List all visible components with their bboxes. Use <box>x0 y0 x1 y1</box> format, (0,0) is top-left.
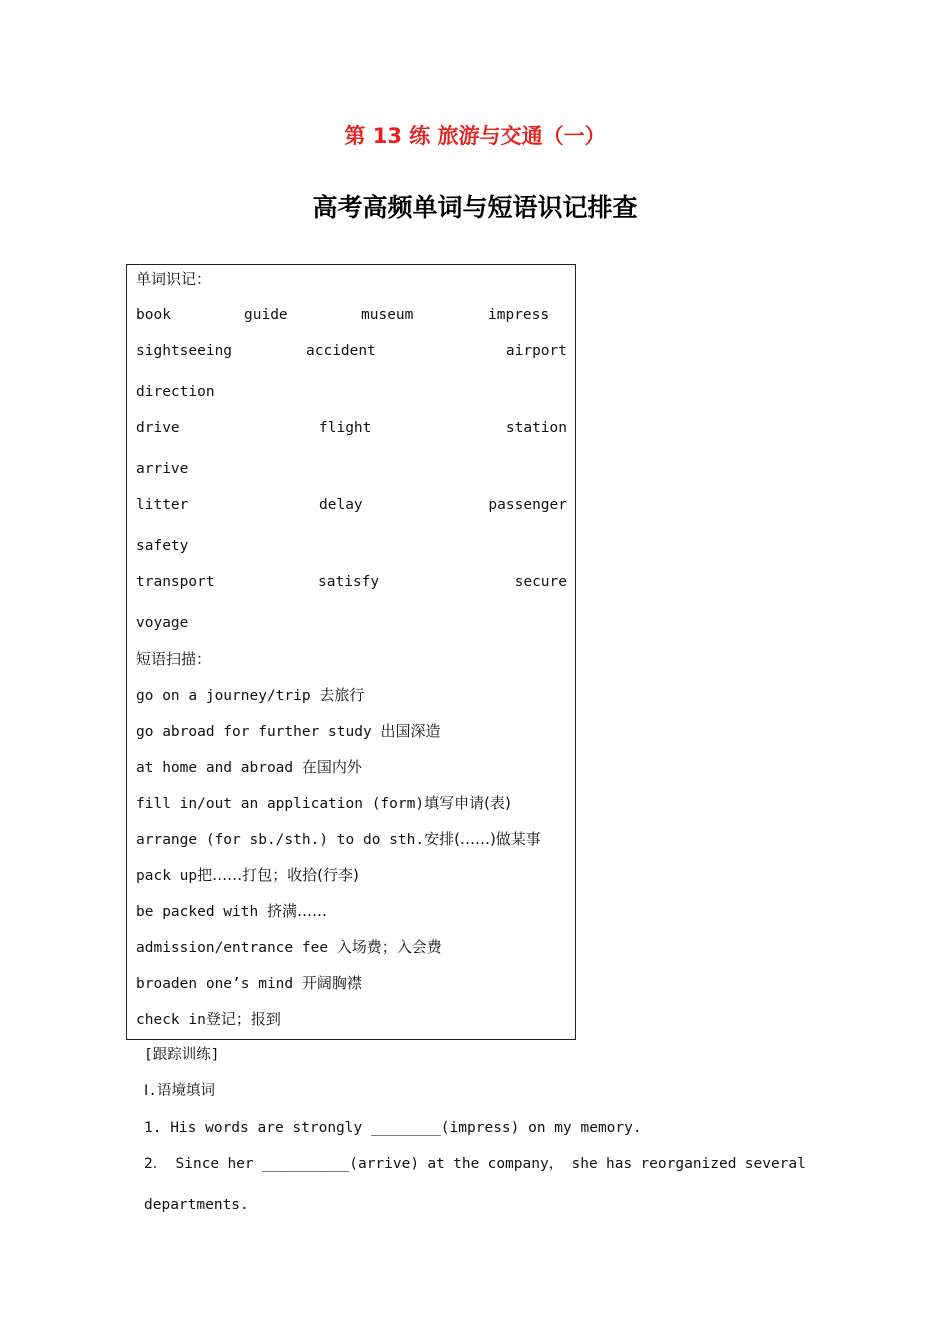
q2-token: at <box>427 1156 445 1172</box>
question-2-continued: departments. <box>144 1197 249 1213</box>
question-1: 1. His words are strongly ________(impress) on my memory. <box>144 1120 642 1136</box>
word: sightseeing <box>136 343 233 359</box>
phrase-item: broaden one’s mind 开阔胸襟 <box>136 974 362 992</box>
q2-token: company， <box>487 1156 564 1172</box>
word: secure <box>514 574 567 590</box>
q2-token: __________(arrive) <box>261 1156 420 1172</box>
q2-token: she <box>571 1156 598 1172</box>
phrase-item: check in登记；报到 <box>136 1010 281 1028</box>
word: drive <box>136 420 180 436</box>
section-title: 高考高频单词与短语识记排查 <box>312 193 638 222</box>
question-2 <box>144 1154 806 1174</box>
word: impress <box>488 307 550 323</box>
word-row-1 <box>136 305 567 325</box>
q2-token: the <box>453 1156 480 1172</box>
q2-token: reorganized <box>640 1156 737 1172</box>
phrase-item: at home and abroad 在国内外 <box>136 758 362 776</box>
word: accident <box>306 343 376 359</box>
phrase-item: go on a journey/trip 去旅行 <box>136 686 365 704</box>
phrase-item: fill in/out an application (form)填写申请(表) <box>136 794 511 812</box>
word: airport <box>505 343 567 359</box>
word: flight <box>319 420 372 436</box>
word: litter <box>136 497 189 513</box>
q2-token: her <box>227 1156 254 1172</box>
word: station <box>505 420 567 436</box>
words-heading: 单词识记： <box>136 270 212 288</box>
word: arrive <box>136 461 189 477</box>
phrase-item: arrange (for sb./sth.) to do sth.安排(……)做某事 <box>136 830 541 848</box>
q2-token: several <box>744 1156 806 1172</box>
lesson-title: 第 13 练 旅游与交通（一） <box>344 124 606 148</box>
word: voyage <box>136 615 189 631</box>
practice-heading: [跟踪训练] <box>144 1047 220 1063</box>
word: book <box>136 307 171 323</box>
word: delay <box>319 497 363 513</box>
word-row-5 <box>136 572 567 592</box>
word: transport <box>136 574 215 590</box>
word: direction <box>136 384 215 400</box>
phrase-item: go abroad for further study 出国深造 <box>136 722 441 740</box>
q2-token: 2． <box>144 1156 168 1172</box>
phrase-item: be packed with 挤满…… <box>136 902 327 920</box>
part-one-heading: Ⅰ.语境填词 <box>144 1083 216 1099</box>
word: safety <box>136 538 189 554</box>
word: satisfy <box>318 574 380 590</box>
vocabulary-box <box>126 264 576 1040</box>
phrases-heading: 短语扫描： <box>136 650 212 668</box>
word-row-2 <box>136 341 567 361</box>
word-row-4 <box>136 495 567 515</box>
word-row-3 <box>136 418 567 438</box>
q2-token: has <box>605 1156 633 1172</box>
word: passenger <box>488 497 567 513</box>
phrase-item: admission/entrance fee 入场费；入会费 <box>136 938 442 956</box>
word: museum <box>361 307 414 323</box>
word: guide <box>244 307 288 323</box>
q2-token: Since <box>175 1156 220 1172</box>
phrase-item: pack up把……打包；收拾(行李) <box>136 866 359 884</box>
